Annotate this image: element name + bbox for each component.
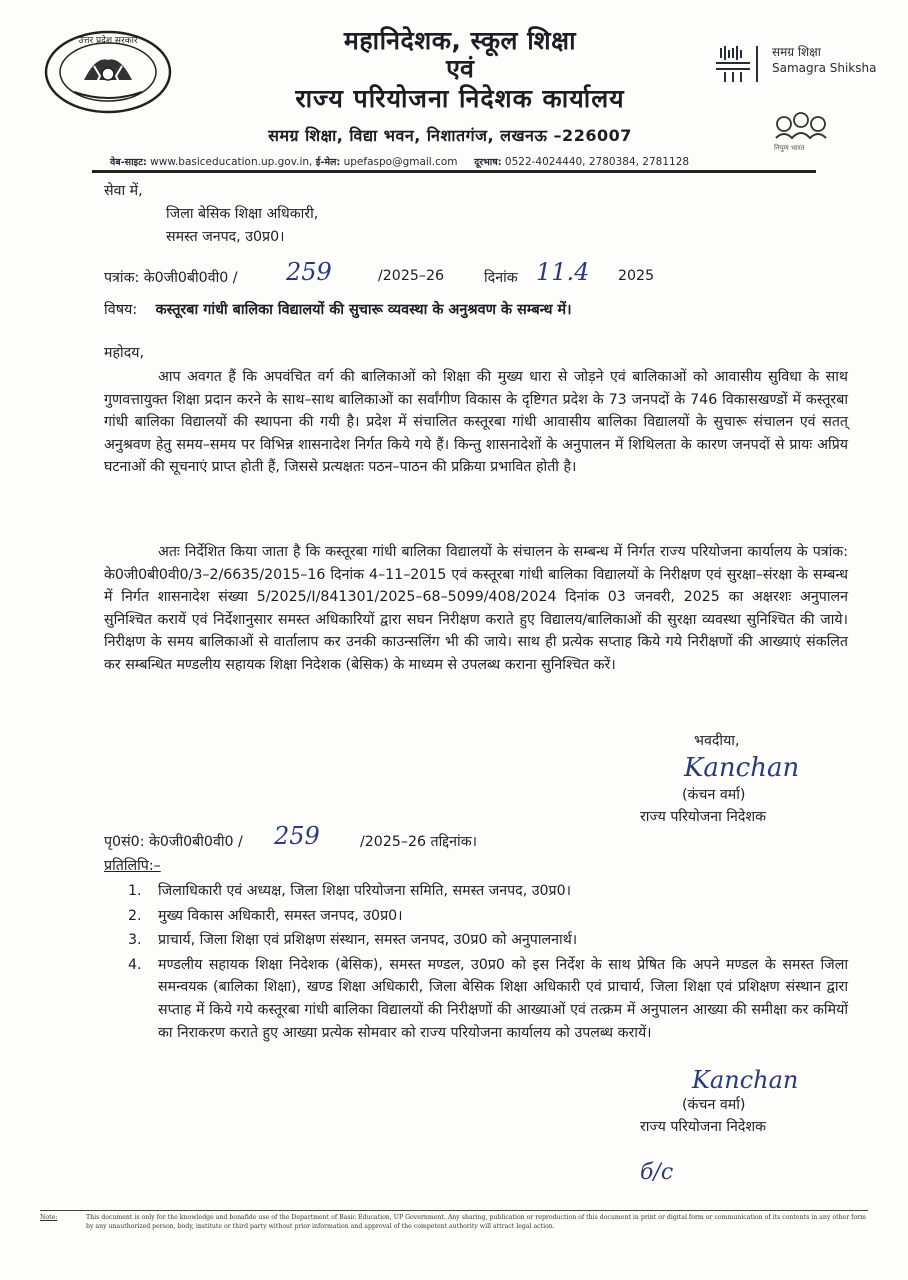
note-text: This document is only for the knowledge and bonafide use of the Department of Basic Education, UP Government. Any sharing, publication or reproduction of this document in print or digital form or communication of its contents in any other form by any unauthorized person, body, institute or third party without prior information and approval of the competent authority will attract legal action.: [86, 1214, 866, 1230]
title-line-2: एवं: [446, 54, 474, 83]
contact-details: [110, 155, 810, 168]
list-item: 1. जिलाधिकारी एवं अध्यक्ष, जिला शिक्षा परियोजना समिति, समस्त जनपद, उ0प्र0।: [128, 883, 572, 899]
handwritten-initials: б/с: [640, 1160, 674, 1185]
letter-date-year: 2025: [618, 268, 655, 284]
copy-reference-line: [104, 822, 704, 856]
signature-scrawl: Kanchan: [684, 753, 800, 783]
dinank-label: दिनांक: [484, 270, 518, 286]
copy-ref-number: 259: [274, 822, 320, 850]
up-government-emblem-icon: [44, 30, 172, 114]
list-item: 2. मुख्य विकास अधिकारी, समस्त जनपद, उ0प्र0।: [128, 907, 403, 924]
email-link[interactable]: upefaspo@gmail.com: [343, 156, 458, 168]
title-line-1: महानिदेशक, स्कूल शिक्षा: [343, 26, 577, 55]
website-label: वेब-साइट:: [110, 157, 147, 168]
phone-numbers: 0522-4024440, 2780384, 2781128: [504, 156, 690, 168]
list-item: 4. मण्डलीय सहायक शिक्षा निदेशक (बेसिक), समस्त मण्डल, उ0प्र0 को इस निर्देश के साथ प्रेषित कि अपने मण्डल के समस्त जिला समन्वयक (बालिका शिक्षा), खण्ड शिक्षा अधिकारी, जिला बेसिक शिक्षा अधिकारी एवं प्राचार्य, जिला शिक्षा एवं प्रशिक्षण संस्थान द्वारा सप्ताह में किये गये कस्तूरबा गांधी बालिका विद्यालयों की निरीक्षणों की आख्याओं एवं तत्क्रम में अनुपालन आख्या की समीक्षा कर कमियों का निराकरण कराते हुए आख्या प्रत्येक सोमवार को राज्य परियोजना कार्यालय को उपलब्ध करायें।: [128, 956, 848, 1041]
samagra-english: Samagra Shiksha: [772, 61, 877, 75]
seva-me: सेवा में,: [104, 183, 143, 199]
phone-label: दूरभाष:: [474, 157, 502, 168]
emblem-text: उत्तर प्रदेश सरकार: [78, 36, 138, 46]
copy-recipients-list: [128, 880, 848, 1046]
nipun-label: निपुण भारत: [774, 144, 805, 152]
header-divider: [92, 170, 816, 173]
reference-line: [104, 258, 804, 292]
signature-block-2: [640, 1066, 840, 1138]
patrank-year: /2025–26: [378, 268, 445, 284]
recipient-line-2: समस्त जनपद, उ0प्र0।: [166, 229, 285, 245]
subject-text: कस्तूरबा गांधी बालिका विद्यालयों की सुचारू व्यवस्था के अनुश्रवण के सम्बन्ध में।: [155, 302, 572, 318]
signatory-name-2: (कंचन वर्मा): [682, 1097, 746, 1113]
office-address: समग्र शिक्षा, विद्या भवन, निशातगंज, लखनऊ –226007: [268, 126, 632, 145]
samagra-hindi: समग्र शिक्षा: [772, 45, 821, 59]
salutation: महोदय,: [104, 345, 144, 361]
signatory-designation-2: राज्य परियोजना निदेशक: [640, 1119, 766, 1135]
samagra-shiksha-label: [772, 44, 876, 76]
copy-ref-label: पृ0सं0: के0जी0बी0वी0 /: [104, 834, 243, 850]
website-link[interactable]: www.basiceducation.up.gov.in,: [150, 156, 313, 168]
patrank-label: पत्रांक: के0जी0बी0वी0 /: [104, 270, 238, 286]
recipient-line-1: जिला बेसिक शिक्षा अधिकारी,: [166, 206, 319, 222]
subject-line: [104, 300, 804, 319]
paragraph-2: अतः निर्देशित किया जाता है कि कस्तूरबा गांधी बालिका विद्यालयों के संचालन के सम्बन्ध में निर्गत राज्य परियोजना कार्यालय के पत्रांक: के0जी0बी0वी0/3–2/6635/2015–16 दिनांक 4–11–2015 एवं कस्तूरबा गांधी बालिका विद्यालयों के निरीक्षण एवं सुरक्षा–संरक्षा के सम्बन्ध में निर्गत शासनादेश संख्या 5/2025/I/841301/2025–68–5099/408/2024 दिनांक 03 जनवरी, 2025 का अक्षरशः अनुपालन सुनिश्चित करायें एवं निर्देशानुसार समस्त अधिकारियों द्वारा सघन निरीक्षण कराते हुए विद्यालय/बालिकाओं की सुरक्षा व्यवस्था सुनिश्चित की जाये। निरीक्षण के समय बालिकाओं से वार्तालाप कर उनकी काउन्सलिंग भी की जाये। साथ ही प्रत्येक सप्ताह किये गये निरीक्षणों की आख्याएं संकलित कर सम्बन्धित मण्डलीय सहायक शिक्षा निदेशक (बेसिक) के माध्यम से उपलब्ध कराना सुनिश्चित करें।: [104, 544, 848, 673]
letter-date: 11.4: [536, 258, 590, 286]
title-line-3: राज्य परियोजना निदेशक कार्यालय: [295, 84, 625, 113]
patrank-number: 259: [286, 258, 332, 286]
signature-scrawl-2: Kanchan: [692, 1066, 799, 1094]
footer-divider: [40, 1210, 868, 1211]
subject-label: विषय:: [104, 302, 138, 318]
signatory-name: (कंचन वर्मा): [682, 787, 746, 803]
office-title: [200, 26, 720, 116]
letterhead: [0, 0, 908, 172]
signature-block: [640, 730, 820, 828]
samagra-shiksha-logo-icon: [712, 44, 772, 84]
list-item: 3. प्राचार्य, जिला शिक्षा एवं प्रशिक्षण संस्थान, समस्त जनपद, उ0प्र0 को अनुपालनार्थ।: [128, 932, 578, 949]
paragraph-1: आप अवगत हैं कि अपवंचित वर्ग की बालिकाओं को शिक्षा की मुख्य धारा से जोड़ने एवं बालिकाओं को आवासीय सुविधा के साथ गुणवत्तायुक्त शिक्षा प्रदान करने के साथ–साथ बालिकाओं का सर्वांगीण विकास के दृष्टिगत प्रदेश के 73 जनपदों के 746 विकासखण्डों में कस्तूरबा गांधी बालिका विद्यालयों की स्थापना की गयी है। प्रदेश में संचालित कस्तूरबा गांधी आवासीय बालिका विद्यालयों के सुचारू संचालन एवं सतत् अनुश्रवण हेतु समय–समय पर विभिन्न शासनादेश निर्गत किये गये हैं। किन्तु शासनादेशों के अनुपालन में शिथिलता के कारण जनपदों से प्रायः अप्रिय घटनाओं की सूचनाएं प्राप्त होती हैं, जिससे प्रत्यक्षतः पठन–पाठन की प्रक्रिया प्रभावित होती है।: [104, 369, 848, 476]
note-label: Note:: [40, 1214, 58, 1221]
pratilipi-label: प्रतिलिपि:–: [104, 858, 161, 874]
copy-ref-suffix: /2025–26 तद्दिनांक।: [360, 834, 477, 850]
recipient-address: [104, 180, 504, 249]
signatory-designation: राज्य परियोजना निदेशक: [640, 809, 766, 825]
closing: भवदीया,: [694, 733, 740, 749]
email-label: ई-मेल:: [315, 157, 341, 168]
